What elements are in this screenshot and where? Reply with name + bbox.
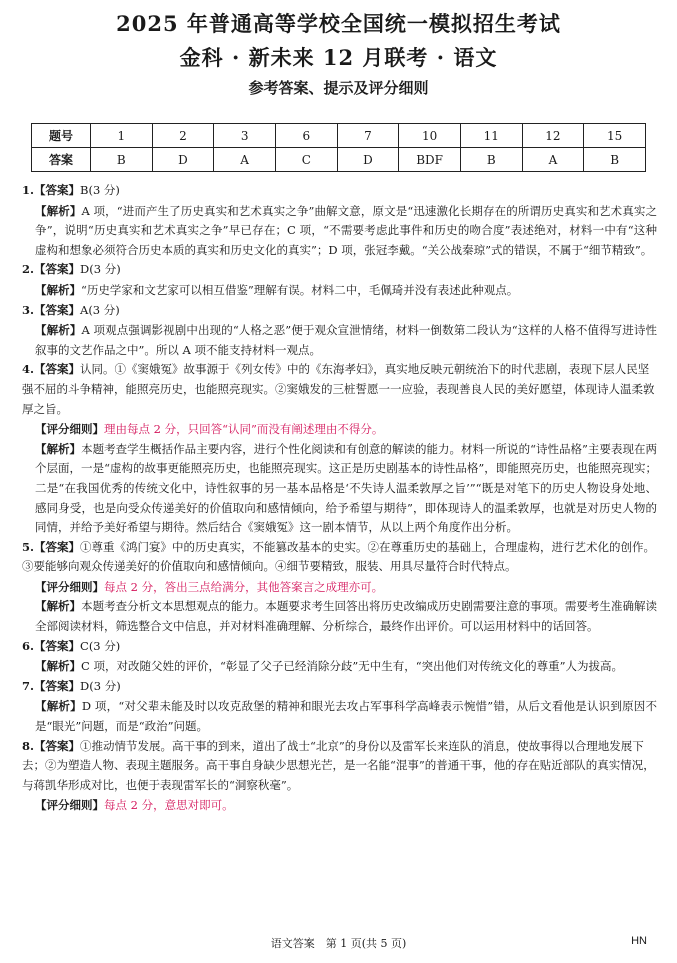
region-code: HN — [631, 935, 647, 947]
question-8 — [22, 737, 657, 816]
explanation-tag: 【解析】 — [35, 699, 82, 714]
answer-text: B(3 分) — [80, 183, 120, 197]
answer-tag: 【答案】 — [34, 302, 81, 317]
explanation-tag: 【解析】 — [35, 282, 81, 297]
scoring-rule-tag: 【评分细则】 — [35, 422, 104, 437]
answer-cell: B — [460, 148, 522, 172]
explanation-text: C 项，对改随父姓的评价，“彰显了父子已经消除分歧”无中生有，“突出他们对传统文化的尊重”人为拔高。 — [81, 659, 623, 674]
answer-tag: 【答案】 — [34, 262, 81, 277]
question-number: 8. — [22, 738, 35, 753]
answer-table — [31, 123, 646, 172]
explanation-tag: 【解析】 — [35, 203, 82, 218]
scoring-rule-text: 理由每点 2 分，只回答“认同”而没有阐述理由不得分。 — [104, 422, 384, 437]
question-number: 5. — [22, 539, 35, 554]
question-number-cell: 12 — [522, 124, 584, 148]
explanation-text: A 项观点强调影视剧中出现的“人格之恶”便于观众宣泄情绪，材料一倒数第二段认为“这样的人格不值得写进诗性叙事的文艺作品之中”。所以 A 项不能支持材料一观点。 — [35, 323, 657, 357]
question-number: 4. — [22, 362, 35, 377]
explanation-text: D 项，“对父辈未能及时以攻克敌堡的精神和眼光去攻占军事科学高峰表示惋惜”错，从后文看他是认识到原因不是“眼光”问题，而是“政治”问题。 — [35, 699, 657, 734]
question-number-cell: 11 — [460, 124, 522, 148]
scoring-rule-tag: 【评分细则】 — [35, 579, 104, 594]
answer-text: D(3 分) — [80, 678, 121, 693]
answer-tag: 【答案】 — [34, 738, 81, 753]
explanation-text: “历史学家和文艺家可以相互借鉴”理解有误。材料二中，毛佩琦并没有表述此种观点。 — [81, 282, 519, 297]
exam-title: 2025 年普通高等学校全国统一模拟招生考试 — [116, 11, 561, 36]
answer-tag: 【答案】 — [34, 638, 81, 653]
question-number-row — [32, 124, 646, 148]
explanation-text: 本题考查分析文本思想观点的能力。本题要求考生回答出将历史改编成历史剧需要注意的事项。需要考生准确解读全部阅读材料，筛选整合文中信息，并对材料准确理解、分析综合，最终作出评价。可以运用材料中的话回答。 — [35, 599, 657, 634]
question-6 — [22, 637, 657, 677]
question-number-cell: 7 — [337, 124, 399, 148]
question-number-cell: 2 — [152, 124, 214, 148]
row-label-answer: 答案 — [32, 148, 91, 172]
question-number-cell: 15 — [584, 124, 646, 148]
question-2 — [22, 260, 657, 300]
question-3 — [22, 301, 657, 361]
answer-explanations — [22, 181, 657, 816]
answer-tag: 【答案】 — [34, 183, 81, 197]
question-number: 1. — [22, 183, 35, 197]
scoring-rule-text: 每点 2 分，意思对即可。 — [104, 798, 234, 813]
answer-tag: 【答案】 — [34, 678, 81, 693]
question-1 — [22, 181, 657, 260]
exam-subtitle: 金科 · 新未来 12 月联考 · 语文 — [179, 45, 498, 70]
scoring-rule-text: 每点 2 分，答出三点给满分，其他答案言之成理亦可。 — [104, 579, 384, 594]
answer-text: 认同。①《窦娥冤》故事源于《列女传》中的《东海孝妇》，真实地反映元朝统治下的时代悲剧，表现下层人民坚强不屈的斗争精神，能照亮历史，也能照亮现实。②窦娥发的三桩誓愿一一应验，表现善良人民的美好愿望，体现诗人温柔敦厚之旨。 — [22, 362, 655, 416]
question-7 — [22, 677, 657, 737]
row-label-question-number: 题号 — [32, 124, 91, 148]
answer-text: C(3 分) — [80, 638, 121, 653]
answer-text: D(3 分) — [80, 262, 121, 277]
question-4 — [22, 360, 657, 537]
explanation-tag: 【解析】 — [35, 659, 81, 674]
answer-cell: D — [337, 148, 399, 172]
answer-cell: D — [152, 148, 214, 172]
answer-text: ①尊重《鸿门宴》中的历史真实，不能篡改基本的史实。②在尊重历史的基础上，合理虚构，进行艺术化的创作。③要能够向观众传递美好的价值取向和感情倾向。④细节要精致，服装、用具尽量符合时代特点。 — [22, 539, 656, 574]
explanation-text: A 项，“进而产生了历史真实和艺术真实之争”曲解文意，原文是“迅速激化长期存在的所谓历史真实和艺术真实之争”，说明“历史真实和艺术真实之争”早已存在；C 项，“不需要考虑此事件和历史的吻合度”表述绝对，材料一中有“这种虚构和想象必须符合历史本质的真实和历史文化的真实”；D 项，张冠李戴。“关公战秦琼”式的错误，不属于“细节精致”。 — [35, 203, 657, 257]
question-number: 2. — [22, 262, 35, 277]
answer-row — [32, 148, 646, 172]
question-number-cell: 1 — [91, 124, 153, 148]
explanation-tag: 【解析】 — [35, 323, 82, 338]
answer-tag: 【答案】 — [34, 539, 81, 554]
question-number: 7. — [22, 678, 35, 693]
question-5 — [22, 538, 657, 637]
question-number: 3. — [22, 302, 35, 317]
explanation-tag: 【解析】 — [35, 599, 82, 614]
question-number-cell: 3 — [214, 124, 276, 148]
explanation-text: 本题考查学生概括作品主要内容，进行个性化阅读和有创意的解读的能力。材料一所说的“诗性品格”主要表现在两个层面，一是“虚构的故事更能照亮历史，也能照亮现实。这正是历史剧基本的诗性品格”，即能照亮历史，也能照亮现实；二是“在我国优秀的传统文化中，诗性叙事的另一基本品格是‘不失诗人温柔敦厚之旨’”“既是对笔下的历史人物设身处地、感同身受，也是向受众传递美好的价值取向和感情倾向，给予希望与期待”，即体现诗人的温柔敦厚，也就是对历史人物的同情，并给予美好希望与期待。然后结合《窦娥冤》这一剧本情节，从以上两个角度作出分析。 — [35, 441, 657, 535]
document-heading: 参考答案、提示及评分细则 — [248, 79, 429, 97]
answer-text: A(3 分) — [80, 302, 120, 317]
answer-cell: BDF — [399, 148, 461, 172]
question-number: 6. — [22, 638, 35, 653]
answer-cell: C — [275, 148, 337, 172]
answer-tag: 【答案】 — [34, 362, 81, 377]
question-number-cell: 10 — [399, 124, 461, 148]
question-number-cell: 6 — [275, 124, 337, 148]
answer-cell: B — [584, 148, 646, 172]
scoring-rule-tag: 【评分细则】 — [35, 798, 104, 813]
explanation-tag: 【解析】 — [35, 441, 82, 456]
answer-cell: A — [214, 148, 276, 172]
page-footer: 语文答案 第 1 页(共 5 页) — [270, 937, 407, 950]
answer-cell: B — [91, 148, 153, 172]
answer-text: ①推动情节发展。高干事的到来，道出了战士“北京”的身份以及雷军长来连队的消息，使故事得以合理地发展下去；②为塑造人物、表现主题服务。高干事自身缺少思想光芒，是一名能“混事”的普通干事，他的存在贴近部队的真实情况，与蒋凯华形成对比，也便于表现雷军长的“洞察秋毫”。 — [22, 738, 655, 792]
answer-cell: A — [522, 148, 584, 172]
